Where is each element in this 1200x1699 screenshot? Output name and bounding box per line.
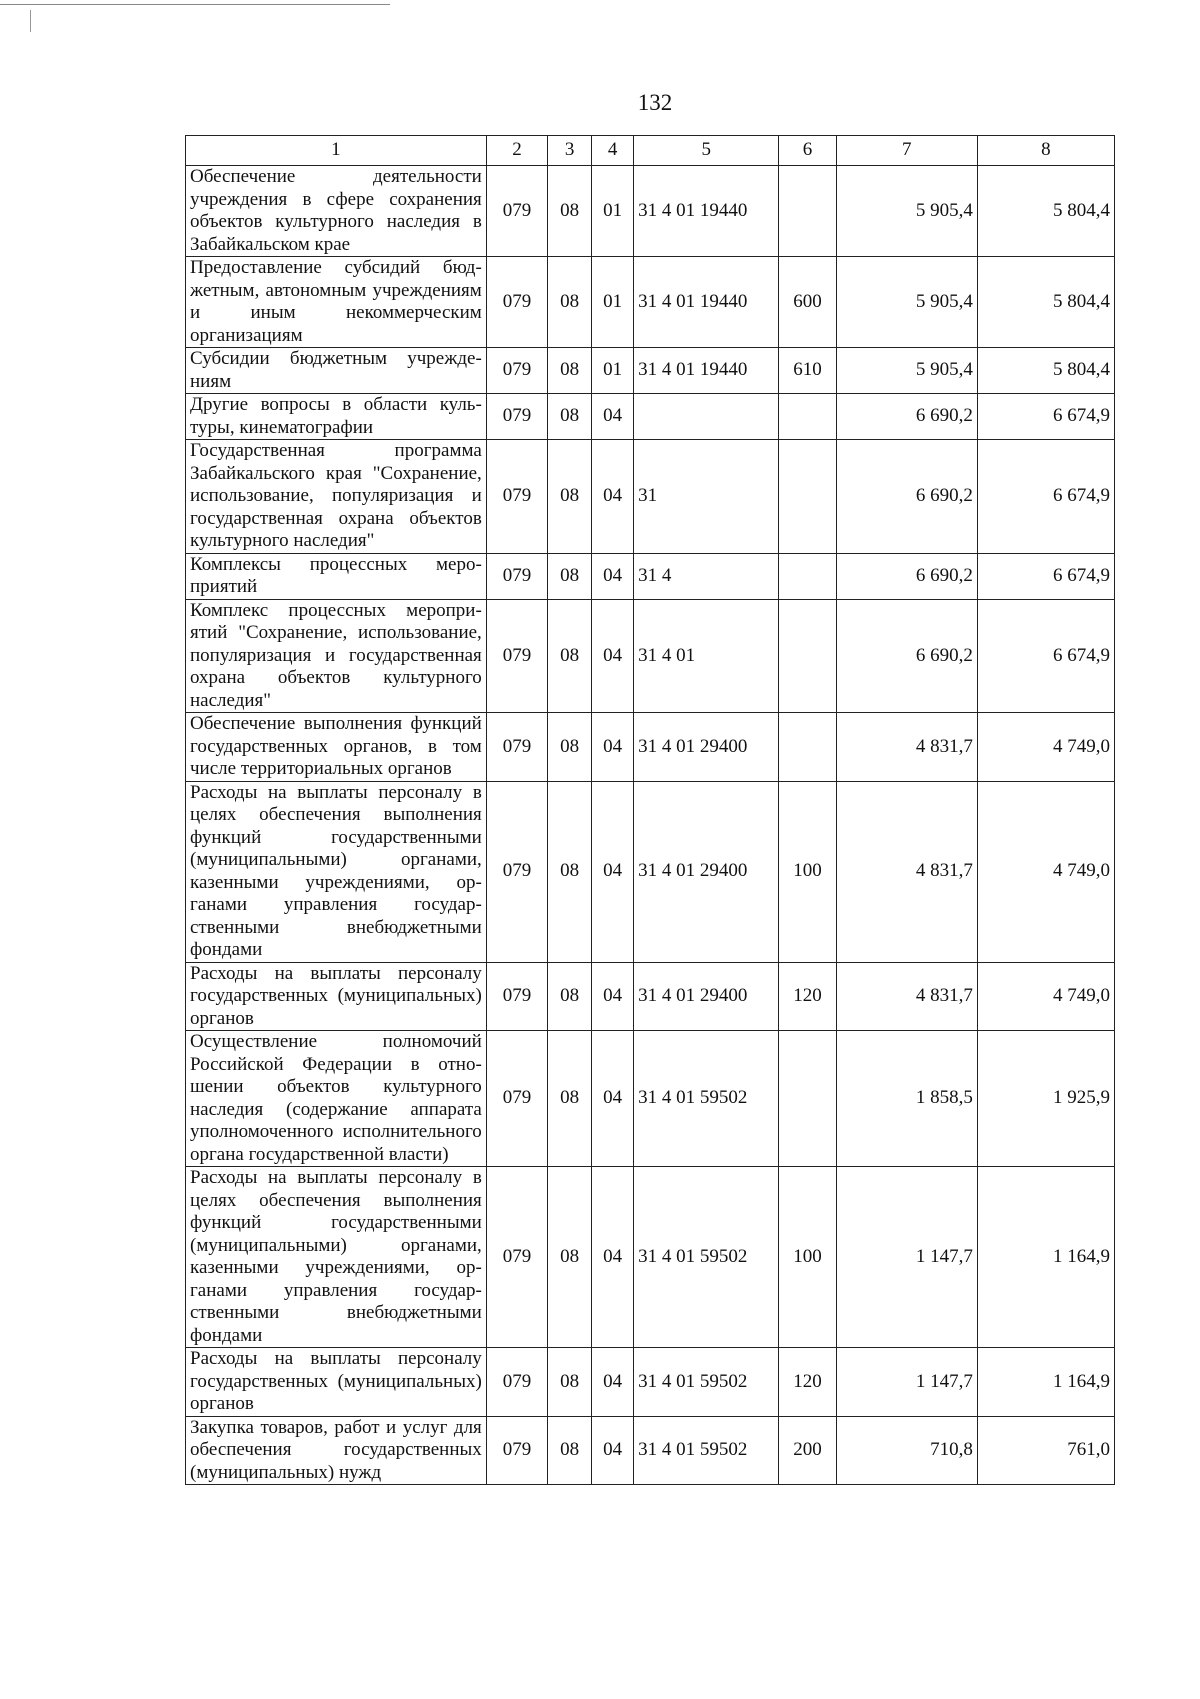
cell-section: 08 xyxy=(548,1348,592,1417)
cell-subsection: 04 xyxy=(592,1348,634,1417)
cell-ministry-code: 079 xyxy=(486,1167,547,1348)
cell-subsection: 04 xyxy=(592,553,634,599)
column-header: 6 xyxy=(779,136,836,166)
table-row xyxy=(186,1031,1115,1167)
cell-amount-col8: 4 749,0 xyxy=(977,713,1114,782)
cell-amount-col8: 1 164,9 xyxy=(977,1167,1114,1348)
row-description: Предоставление субсидий бюджетным, автономным учреждениям и иным некоммерческим организациям xyxy=(186,257,487,348)
cell-subsection: 01 xyxy=(592,257,634,348)
table-row xyxy=(186,394,1115,440)
table-row xyxy=(186,1167,1115,1348)
scan-artifact-line xyxy=(0,4,390,5)
cell-ministry-code: 079 xyxy=(486,713,547,782)
table-row xyxy=(186,440,1115,554)
cell-amount-col7: 6 690,2 xyxy=(836,394,977,440)
column-header: 2 xyxy=(486,136,547,166)
cell-target-article: 31 4 01 59502 xyxy=(634,1348,779,1417)
row-description: Расходы на выплаты персоналу в целях обеспечения выполнения функций государственными (муниципальными) органами, казенными учреждениями, органами управления государственными внебюджетными фондами xyxy=(186,781,487,962)
cell-amount-col7: 6 690,2 xyxy=(836,440,977,554)
cell-section: 08 xyxy=(548,394,592,440)
cell-amount-col7: 6 690,2 xyxy=(836,599,977,713)
cell-ministry-code: 079 xyxy=(486,166,547,257)
table-row xyxy=(186,713,1115,782)
cell-subsection: 04 xyxy=(592,1416,634,1485)
cell-expense-type: 120 xyxy=(779,1348,836,1417)
cell-expense-type: 120 xyxy=(779,962,836,1031)
cell-ministry-code: 079 xyxy=(486,1348,547,1417)
table-header-row xyxy=(186,136,1115,166)
table-row xyxy=(186,553,1115,599)
cell-expense-type xyxy=(779,440,836,554)
cell-amount-col8: 4 749,0 xyxy=(977,781,1114,962)
cell-amount-col7: 5 905,4 xyxy=(836,257,977,348)
column-header: 4 xyxy=(592,136,634,166)
cell-amount-col8: 4 749,0 xyxy=(977,962,1114,1031)
cell-section: 08 xyxy=(548,553,592,599)
row-description: Государственная программа Забайкальского края "Сохранение, использование, популяризация и государственная охрана объектов культурного наследия" xyxy=(186,440,487,554)
column-header: 8 xyxy=(977,136,1114,166)
cell-subsection: 04 xyxy=(592,1031,634,1167)
cell-subsection: 04 xyxy=(592,394,634,440)
cell-amount-col8: 5 804,4 xyxy=(977,166,1114,257)
cell-amount-col8: 1 164,9 xyxy=(977,1348,1114,1417)
table-row xyxy=(186,1348,1115,1417)
cell-subsection: 04 xyxy=(592,713,634,782)
row-description: Расходы на выплаты персоналу в целях обеспечения выполнения функций государственными (муниципальными) органами, казенными учреждениями, органами управления государственными внебюджетными фондами xyxy=(186,1167,487,1348)
row-description: Комплексы процессных мероприятий xyxy=(186,553,487,599)
cell-target-article: 31 4 01 19440 xyxy=(634,257,779,348)
cell-target-article: 31 4 01 59502 xyxy=(634,1416,779,1485)
row-description: Обеспечение деятельности учреждения в сфере сохранения объектов культурного наследия в Забайкальском крае xyxy=(186,166,487,257)
cell-section: 08 xyxy=(548,1416,592,1485)
cell-subsection: 01 xyxy=(592,166,634,257)
cell-expense-type xyxy=(779,713,836,782)
cell-amount-col7: 1 147,7 xyxy=(836,1348,977,1417)
column-header: 5 xyxy=(634,136,779,166)
cell-target-article: 31 4 01 59502 xyxy=(634,1167,779,1348)
cell-amount-col7: 4 831,7 xyxy=(836,962,977,1031)
cell-subsection: 04 xyxy=(592,440,634,554)
cell-expense-type xyxy=(779,1031,836,1167)
page-number: 132 xyxy=(637,90,673,115)
cell-amount-col8: 5 804,4 xyxy=(977,257,1114,348)
table-row xyxy=(186,599,1115,713)
cell-ministry-code: 079 xyxy=(486,962,547,1031)
cell-subsection: 04 xyxy=(592,962,634,1031)
cell-subsection: 04 xyxy=(592,1167,634,1348)
table-row xyxy=(186,348,1115,394)
cell-amount-col8: 5 804,4 xyxy=(977,348,1114,394)
cell-ministry-code: 079 xyxy=(486,440,547,554)
cell-section: 08 xyxy=(548,166,592,257)
cell-amount-col7: 6 690,2 xyxy=(836,553,977,599)
cell-target-article: 31 4 01 29400 xyxy=(634,713,779,782)
budget-table xyxy=(185,135,1115,1485)
cell-amount-col8: 6 674,9 xyxy=(977,599,1114,713)
cell-ministry-code: 079 xyxy=(486,348,547,394)
cell-subsection: 01 xyxy=(592,348,634,394)
cell-target-article: 31 4 01 19440 xyxy=(634,348,779,394)
row-description: Субсидии бюджетным учреждениям xyxy=(186,348,487,394)
table-row xyxy=(186,257,1115,348)
cell-expense-type xyxy=(779,553,836,599)
cell-amount-col7: 4 831,7 xyxy=(836,713,977,782)
cell-expense-type: 100 xyxy=(779,781,836,962)
cell-amount-col7: 5 905,4 xyxy=(836,166,977,257)
cell-ministry-code: 079 xyxy=(486,553,547,599)
cell-target-article: 31 4 01 19440 xyxy=(634,166,779,257)
cell-expense-type: 600 xyxy=(779,257,836,348)
cell-amount-col7: 1 147,7 xyxy=(836,1167,977,1348)
cell-section: 08 xyxy=(548,599,592,713)
cell-ministry-code: 079 xyxy=(486,394,547,440)
cell-target-article: 31 4 01 xyxy=(634,599,779,713)
cell-expense-type xyxy=(779,394,836,440)
cell-section: 08 xyxy=(548,962,592,1031)
row-description: Комплекс процессных мероприятий "Сохранение, использование, популяризация и государственная охрана объектов культурного наследия" xyxy=(186,599,487,713)
cell-expense-type: 100 xyxy=(779,1167,836,1348)
column-header: 1 xyxy=(186,136,487,166)
cell-target-article xyxy=(634,394,779,440)
cell-expense-type: 200 xyxy=(779,1416,836,1485)
cell-target-article: 31 xyxy=(634,440,779,554)
table-row xyxy=(186,781,1115,962)
row-description: Обеспечение выполнения функций государственных органов, в том числе территориальных органов xyxy=(186,713,487,782)
scan-artifact-mark xyxy=(30,10,31,32)
cell-section: 08 xyxy=(548,348,592,394)
row-description: Расходы на выплаты персоналу государственных (муниципальных) органов xyxy=(186,1348,487,1417)
cell-section: 08 xyxy=(548,440,592,554)
cell-subsection: 04 xyxy=(592,781,634,962)
cell-amount-col7: 710,8 xyxy=(836,1416,977,1485)
column-header: 3 xyxy=(548,136,592,166)
cell-amount-col7: 1 858,5 xyxy=(836,1031,977,1167)
cell-section: 08 xyxy=(548,713,592,782)
cell-amount-col8: 6 674,9 xyxy=(977,553,1114,599)
cell-section: 08 xyxy=(548,1031,592,1167)
row-description: Закупка товаров, работ и услуг для обеспечения государственных (муниципальных) нужд xyxy=(186,1416,487,1485)
cell-amount-col8: 6 674,9 xyxy=(977,440,1114,554)
cell-section: 08 xyxy=(548,1167,592,1348)
cell-amount-col7: 4 831,7 xyxy=(836,781,977,962)
row-description: Осуществление полномочий Российской Федерации в отношении объектов культурного наследия (содержание аппарата уполномоченного исполнительного органа государственной власти) xyxy=(186,1031,487,1167)
cell-target-article: 31 4 xyxy=(634,553,779,599)
cell-amount-col8: 1 925,9 xyxy=(977,1031,1114,1167)
cell-section: 08 xyxy=(548,781,592,962)
column-header: 7 xyxy=(836,136,977,166)
cell-section: 08 xyxy=(548,257,592,348)
cell-subsection: 04 xyxy=(592,599,634,713)
cell-target-article: 31 4 01 29400 xyxy=(634,962,779,1031)
cell-amount-col8: 761,0 xyxy=(977,1416,1114,1485)
cell-target-article: 31 4 01 59502 xyxy=(634,1031,779,1167)
table-row xyxy=(186,962,1115,1031)
cell-expense-type: 610 xyxy=(779,348,836,394)
cell-ministry-code: 079 xyxy=(486,1416,547,1485)
table-row xyxy=(186,166,1115,257)
cell-ministry-code: 079 xyxy=(486,257,547,348)
table-row xyxy=(186,1416,1115,1485)
cell-ministry-code: 079 xyxy=(486,599,547,713)
cell-expense-type xyxy=(779,599,836,713)
row-description: Расходы на выплаты персоналу государственных (муниципальных) органов xyxy=(186,962,487,1031)
cell-amount-col7: 5 905,4 xyxy=(836,348,977,394)
cell-target-article: 31 4 01 29400 xyxy=(634,781,779,962)
cell-expense-type xyxy=(779,166,836,257)
cell-ministry-code: 079 xyxy=(486,781,547,962)
cell-ministry-code: 079 xyxy=(486,1031,547,1167)
row-description: Другие вопросы в области культуры, кинематографии xyxy=(186,394,487,440)
cell-amount-col8: 6 674,9 xyxy=(977,394,1114,440)
